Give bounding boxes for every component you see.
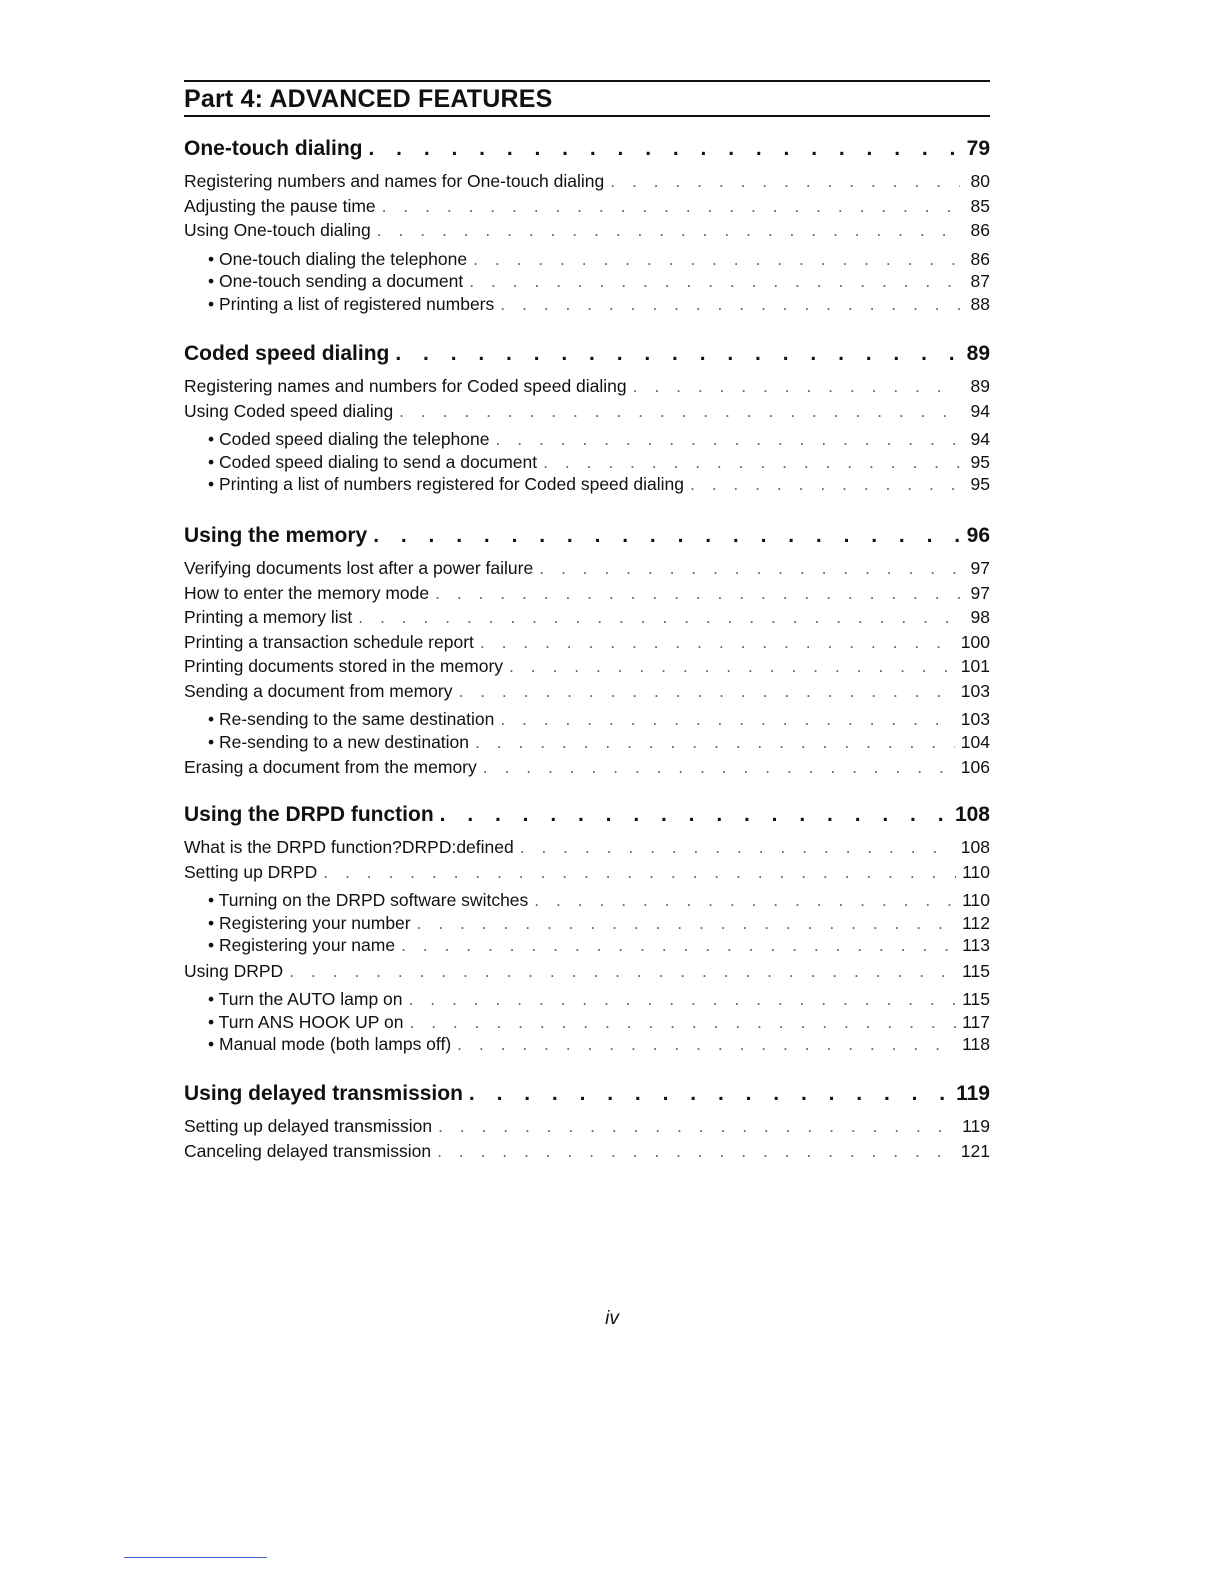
toc-section-heading[interactable] [184, 342, 990, 376]
dot-leader [469, 271, 960, 292]
toc-entry-label: Verifying documents lost after a power failure [184, 558, 534, 578]
toc-entry-label: Registering numbers and names for One-touch dialing [184, 171, 605, 191]
toc-section-heading[interactable] [184, 803, 990, 837]
toc-entry[interactable] [184, 681, 990, 706]
dot-leader [458, 681, 954, 702]
toc-entry-label: Printing documents stored in the memory [184, 656, 504, 676]
toc-entry[interactable] [184, 1034, 990, 1057]
toc-section [184, 342, 990, 497]
toc-heading-page: 108 [954, 803, 990, 826]
toc-entry-label: • Printing a list of registered numbers [208, 293, 495, 314]
toc-entry[interactable] [184, 376, 990, 401]
dot-leader [483, 757, 955, 778]
toc-entry-page: 119 [962, 1116, 990, 1136]
toc-entry[interactable] [184, 452, 990, 475]
dot-leader [395, 342, 960, 366]
toc-entry-label: Sending a document from memory [184, 680, 453, 701]
toc-entry-page: 95 [970, 474, 990, 494]
toc-entry-page: 86 [970, 220, 990, 240]
toc-entry-label: • Re-sending to the same destination [208, 709, 495, 729]
dot-leader [610, 171, 960, 192]
dot-leader [534, 890, 956, 911]
footer-rule [124, 1557, 267, 1558]
dot-leader [500, 709, 954, 730]
dot-leader [438, 1116, 956, 1137]
toc-entry-page: 80 [970, 171, 990, 191]
toc-heading-page: 96 [966, 524, 990, 547]
toc-section-heading[interactable] [184, 137, 990, 171]
toc-entry[interactable] [184, 913, 990, 936]
toc-entry-label: Adjusting the pause time [184, 195, 376, 216]
dot-leader [435, 583, 960, 604]
toc-entry[interactable] [184, 890, 990, 913]
toc-entry-page: 121 [960, 1140, 990, 1161]
dot-leader [289, 961, 956, 982]
part-header [184, 80, 990, 117]
toc-heading-label: Using the DRPD function [184, 803, 434, 826]
toc-entry[interactable] [184, 961, 990, 986]
toc-entry-label: Canceling delayed transmission [184, 1140, 432, 1161]
toc-heading-page: 79 [966, 137, 990, 160]
toc-entry[interactable] [184, 709, 990, 732]
toc-heading-label: Using the memory [184, 524, 368, 547]
toc-entry-page: 115 [962, 960, 990, 981]
toc-entry[interactable] [184, 583, 990, 608]
toc-entry[interactable] [184, 989, 990, 1012]
toc-entry-label: Registering names and numbers for Coded speed dialing [184, 376, 627, 396]
toc-entry-page: 115 [962, 989, 990, 1009]
toc-entry-page: 112 [962, 912, 990, 933]
dot-leader [417, 913, 956, 934]
toc-section-heading[interactable] [184, 1082, 990, 1116]
toc-entry-label: • Turning on the DRPD software switches [208, 890, 529, 910]
toc-heading-label: Coded speed dialing [184, 342, 390, 365]
toc-entry-label: • Registering your name [208, 935, 396, 955]
dot-leader [543, 452, 960, 473]
toc-entry[interactable] [184, 935, 990, 958]
toc-entry[interactable] [184, 271, 990, 294]
toc-entry-page: 86 [970, 248, 990, 269]
toc-entry-page: 118 [962, 1034, 990, 1054]
toc-section [184, 524, 990, 782]
toc-entry-label: • Registering your number [208, 912, 411, 933]
toc-section [184, 137, 990, 316]
dot-leader [500, 294, 960, 315]
toc-entry-page: 113 [962, 935, 990, 955]
dot-leader [520, 837, 955, 858]
toc-entry-label: Using One-touch dialing [184, 220, 371, 240]
toc-entry-page: 103 [960, 709, 990, 729]
toc-entry-page: 94 [970, 400, 990, 421]
toc-entry-page: 104 [960, 731, 990, 752]
toc-entry[interactable] [184, 220, 990, 245]
toc-entry[interactable] [184, 656, 990, 681]
toc-entry-label: How to enter the memory mode [184, 582, 430, 603]
toc-entry[interactable] [184, 249, 990, 272]
page-number: iv [605, 1308, 619, 1329]
dot-leader [382, 196, 960, 217]
toc-entry-label: • One-touch dialing the telephone [208, 248, 468, 269]
dot-leader [373, 524, 960, 548]
toc-entry-page: 97 [970, 582, 990, 603]
dot-leader [469, 1082, 950, 1106]
toc-entry-label: • Coded speed dialing to send a document [208, 451, 538, 472]
toc-section-heading[interactable] [184, 524, 990, 558]
toc-heading-page: 89 [966, 342, 990, 365]
dot-leader [475, 732, 955, 753]
toc-entry-page: 88 [970, 293, 990, 314]
toc-entry-page: 110 [962, 861, 990, 882]
dot-leader [369, 137, 961, 161]
toc-entry-label: • Turn ANS HOOK UP on [208, 1011, 404, 1032]
toc-entry-page: 98 [970, 607, 990, 627]
toc-entry[interactable] [184, 171, 990, 196]
toc-entry-label: Erasing a document from the memory [184, 757, 477, 777]
dot-leader [409, 1012, 956, 1033]
toc-entry[interactable] [184, 632, 990, 657]
toc-entry-page: 89 [970, 376, 990, 396]
toc-entry-label: • Printing a list of numbers registered for Coded speed dialing [208, 474, 684, 494]
dot-leader [437, 1141, 955, 1162]
toc-entry-page: 108 [960, 837, 990, 857]
toc-entry-label: Using Coded speed dialing [184, 400, 394, 421]
dot-leader [633, 376, 960, 397]
toc-entry-page: 106 [960, 757, 990, 777]
toc-entry[interactable] [184, 294, 990, 317]
dot-leader [480, 632, 955, 653]
toc-entry-label: • Re-sending to a new destination [208, 731, 470, 752]
dot-leader [399, 401, 960, 422]
toc-entry-label: • Manual mode (both lamps off) [208, 1034, 452, 1054]
toc-heading-page: 119 [956, 1082, 990, 1105]
dot-leader [457, 1034, 956, 1055]
toc-section [184, 803, 990, 1057]
toc-entry-page: 103 [960, 680, 990, 701]
toc-entry[interactable] [184, 1012, 990, 1035]
toc-entry-label: Setting up DRPD [184, 861, 318, 882]
toc-entry-page: 87 [970, 271, 990, 291]
toc-entry-label: Printing a memory list [184, 607, 353, 627]
toc-entry-label: • Turn the AUTO lamp on [208, 989, 403, 1009]
toc-entry-label: Using DRPD [184, 960, 284, 981]
toc-entry-page: 97 [970, 558, 990, 578]
toc-entry[interactable] [184, 757, 990, 782]
toc-entry-label: What is the DRPD function?DRPD:defined [184, 837, 514, 857]
toc-entry[interactable] [184, 474, 990, 497]
dot-leader [690, 474, 960, 495]
dot-leader [409, 989, 957, 1010]
toc-entry[interactable] [184, 607, 990, 632]
toc-entry-page: 100 [960, 631, 990, 652]
dot-leader [401, 935, 956, 956]
dot-leader [509, 656, 955, 677]
toc-entry-page: 95 [970, 451, 990, 472]
dot-leader [358, 607, 960, 628]
toc-entry[interactable] [184, 1116, 990, 1141]
dot-leader [473, 249, 960, 270]
toc-entry[interactable] [184, 429, 990, 452]
toc-entry[interactable] [184, 401, 990, 426]
toc-entry-label: Printing a transaction schedule report [184, 631, 474, 652]
toc-heading-label: One-touch dialing [184, 137, 363, 160]
toc-entry-label: • One-touch sending a document [208, 271, 464, 291]
toc-entry-label: • Coded speed dialing the telephone [208, 429, 490, 449]
toc-entry-page: 101 [960, 656, 990, 676]
part-title: Part 4: ADVANCED FEATURES [184, 85, 553, 113]
toc-entry[interactable] [184, 1141, 990, 1166]
toc-entry[interactable] [184, 862, 990, 887]
toc-entry-page: 110 [962, 890, 990, 910]
dot-leader [539, 558, 960, 579]
toc-entry-page: 85 [970, 195, 990, 216]
dot-leader [377, 220, 960, 241]
toc-heading-label: Using delayed transmission [184, 1082, 463, 1105]
dot-leader [440, 803, 949, 827]
toc-entry-page: 94 [970, 429, 990, 449]
toc-entry[interactable] [184, 732, 990, 755]
dot-leader [496, 429, 961, 450]
toc-section [184, 1082, 990, 1165]
toc-entry-page: 117 [962, 1011, 990, 1032]
toc-entry-label: Setting up delayed transmission [184, 1116, 433, 1136]
toc-entry[interactable] [184, 837, 990, 862]
toc-entry[interactable] [184, 196, 990, 221]
dot-leader [323, 862, 956, 883]
toc-entry[interactable] [184, 558, 990, 583]
